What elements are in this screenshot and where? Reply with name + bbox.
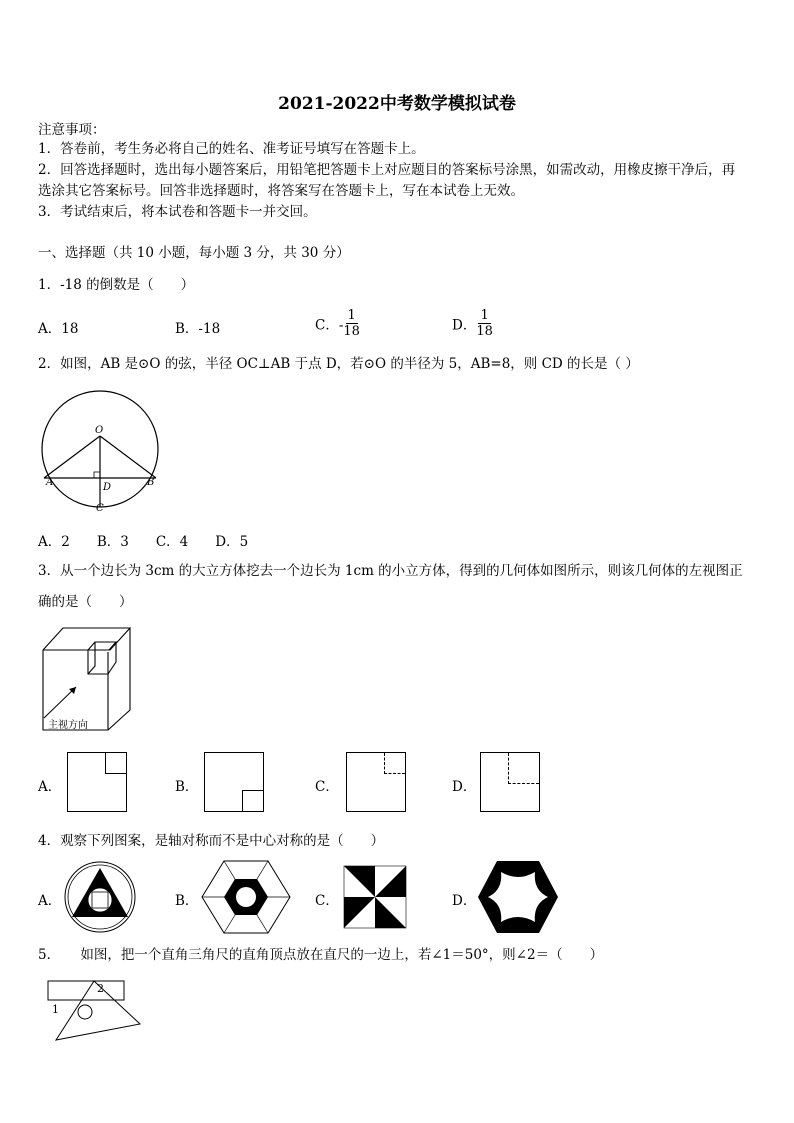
notice-heading: 注意事项： xyxy=(38,122,106,138)
q3-option-c[interactable]: C． xyxy=(315,779,339,795)
q1-option-d-fraction xyxy=(476,308,493,339)
label-c: C xyxy=(96,503,104,514)
fraction-denominator: 18 xyxy=(476,324,493,339)
q4-option-d[interactable]: D． xyxy=(452,893,477,909)
question-1-stem: 1．-18 的倒数是（ ） xyxy=(38,277,195,293)
right-angle-mark xyxy=(94,472,100,478)
small-square xyxy=(105,753,126,774)
q4-option-a-figure[interactable] xyxy=(62,860,138,934)
label-a: A xyxy=(46,477,54,488)
view-direction-label: 主视方向 xyxy=(48,720,88,731)
q3-option-d-figure[interactable] xyxy=(480,752,540,812)
q1-option-d-prefix: D． xyxy=(452,317,477,334)
question-2-stem: 2．如图，AB 是⊙O 的弦，半径 OC⊥AB 于点 D，若⊙O 的半径为 5，AB=8，则 CD 的长是（ ） xyxy=(38,356,639,372)
question-4-stem: 4．观察下列图案，是轴对称而不是中心对称的是（ ） xyxy=(38,833,385,849)
q3-option-a[interactable]: A． xyxy=(38,779,62,795)
circle-chord-figure xyxy=(38,381,163,516)
q3-option-b[interactable]: B． xyxy=(175,779,199,795)
q1-option-c-fraction xyxy=(343,308,360,339)
segment-ob xyxy=(100,436,156,478)
question-5-stem: 5． 如图，把一个直角三角尺的直角顶点放在直尺的一边上，若∠1＝50°，则∠2＝（ ） xyxy=(38,947,604,963)
notice-item: 1．答卷前，考生务必将自己的姓名、准考证号填写在答题卡上。 xyxy=(38,141,425,157)
notice-item: 2．回答选择题时，选出每小题答案后，用铅笔把答题卡上对应题目的答案标号涂黑，如需改动，用橡皮擦干净后，再 xyxy=(38,162,736,178)
q4-option-a[interactable]: A． xyxy=(38,893,62,909)
q3-option-b-figure[interactable] xyxy=(204,752,264,812)
q4-option-c-figure[interactable] xyxy=(343,865,407,929)
medium-square-dashed xyxy=(508,753,539,784)
q3-option-d[interactable]: D． xyxy=(452,779,477,795)
small-square-dashed xyxy=(384,753,405,774)
small-square xyxy=(242,790,263,811)
question-3-stem-line-2: 确的是（ ） xyxy=(38,594,133,610)
q1-option-a[interactable]: A．18 xyxy=(38,321,79,337)
notice-item: 3．考试结束后，将本试卷和答题卡一并交回。 xyxy=(38,204,317,220)
fraction-numerator: 1 xyxy=(480,308,489,323)
question-3-stem-line-1: 3．从一个边长为 3cm 的大立方体挖去一个边长为 1cm 的小立方体，得到的几何体如图所示，则该几何体的左视图正 xyxy=(38,563,743,579)
q1-option-d[interactable] xyxy=(452,308,493,339)
section-heading: 一、选择题（共 10 小题，每小题 3 分，共 30 分） xyxy=(38,245,350,261)
q4-option-d-figure[interactable] xyxy=(477,858,559,936)
page-title: 2021-2022中考数学模拟试卷 xyxy=(278,94,516,114)
notice-item: 选涂其它答案标号。回答非选择题时，将答案写在答题卡上，写在本试卷上无效。 xyxy=(38,183,524,199)
q1-option-c[interactable] xyxy=(315,308,360,339)
label-b: B xyxy=(147,477,155,488)
ruler-triangle-figure xyxy=(42,978,142,1043)
q1-option-c-prefix: C．- xyxy=(315,317,344,334)
q3-option-c-figure[interactable] xyxy=(346,752,406,812)
angle-2-label: 2 xyxy=(97,982,104,995)
fraction-numerator: 1 xyxy=(347,308,356,323)
label-d: D xyxy=(103,482,112,493)
q4-option-b[interactable]: B． xyxy=(175,893,199,909)
segment-oa xyxy=(44,436,100,478)
q3-option-a-figure[interactable] xyxy=(67,752,127,812)
label-o: O xyxy=(95,425,104,436)
q1-option-b[interactable]: B．-18 xyxy=(175,321,221,337)
angle-1-label: 1 xyxy=(52,1003,59,1016)
q2-options[interactable]: A．2 B．3 C．4 D．5 xyxy=(38,534,249,550)
q4-option-b-figure[interactable] xyxy=(200,858,292,936)
q4-option-c[interactable]: C． xyxy=(315,893,339,909)
fraction-denominator: 18 xyxy=(343,324,360,339)
